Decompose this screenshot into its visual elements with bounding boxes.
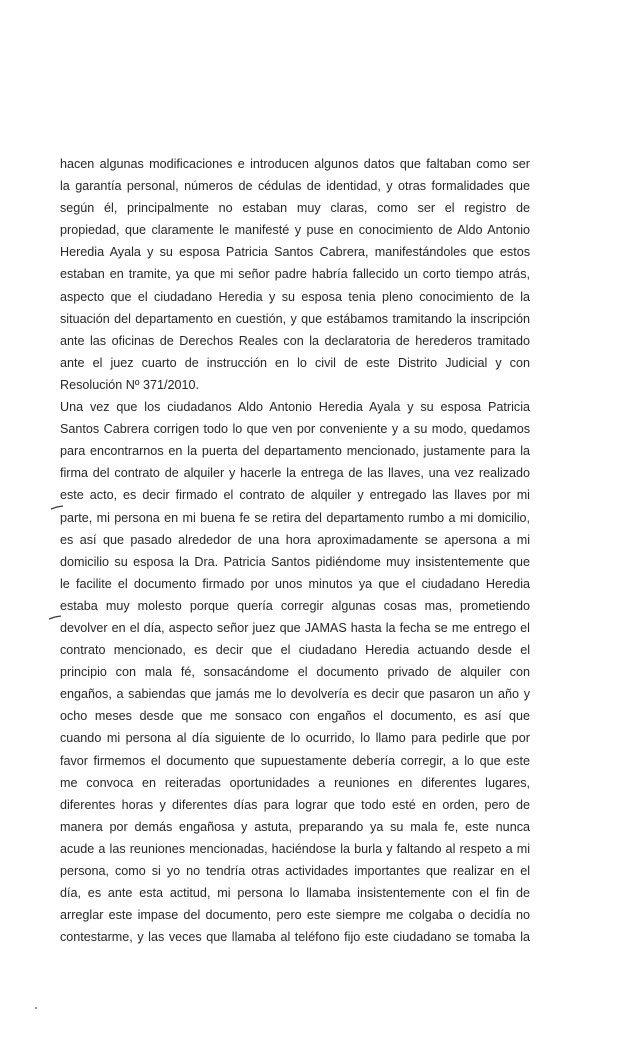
text-line: contrato mencionado, es decir que el ciudadano Heredia actuando desde el [60,643,530,658]
text-line: la garantía personal, números de cédulas de identidad, y otras formalidades que [60,179,530,194]
text-line: aspecto que el ciudadano Heredia y su esposa tenia pleno conocimiento de la [60,289,530,304]
text-line: para encontrarnos en la puerta del departamento mencionado, justamente para la [60,444,530,459]
text-line: persona, como si yo no tendría otras actividades importantes que realizar en el [60,864,530,878]
text-line: engaños, a sabiendas que jamás me lo devolvería es decir que pasaron un año y [60,687,530,702]
text-line: ocho meses desde que me sonsaco con engaños el documento, es así que [60,709,530,724]
text-line: devolver en el día, aspecto señor juez que JAMAS hasta la fecha se me entrego el [60,620,530,635]
text-line: domicilio su esposa la Dra. Patricia Santos pidiéndome muy insistentemente que [60,554,530,569]
text-line: es así que pasado alrededor de una hora aproximadamente se apersona a mi [60,532,530,547]
text-line: favor firmemos el documento que supuestamente debería corregir, a lo que este [60,753,530,768]
text-line: le facilite el documento firmado por unos minutos ya que el ciudadano Heredia [60,576,530,591]
text-line: me convoca en reiteradas oportunidades a reuniones en diferentes lugares, [60,775,530,790]
text-line: estaban en tramite, ya que mi señor padre habría fallecido un corto tiempo atrás, [60,267,530,282]
text-line: día, es ante esta actitud, mi persona lo llamaba insistentemente con el fin de [60,886,530,901]
text-line: este acto, es decir firmado el contrato de alquiler y entregado las llaves por mi [60,488,530,503]
text-line: hacen algunas modificaciones e introducen algunos datos que faltaban como ser [60,157,530,171]
text-line: cuando mi persona al día siguiente de lo ocurrido, lo llamo para pedirle que por [60,731,530,746]
text-line: firma del contrato de alquiler y hacerle la entrega de las llaves, una vez realizado [60,466,530,481]
text-line: Resolución Nº 371/2010. [60,377,200,392]
text-line: situación del departamento en cuestión, y que estábamos tramitando la inscripción [60,311,530,326]
text-line: estaba muy molesto porque quería corregir algunas cosas mas, prometiendo [60,598,530,613]
text-line: ante las oficinas de Derechos Reales con la declaratoria de herederos tramitado [60,333,530,348]
text-line: principio con mala fé, sonsacándome el documento privado de alquiler con [60,665,530,680]
text-line: propiedad, que claramente le manifesté y puse en conocimiento de Aldo Antonio [60,223,530,238]
text-line: ante el juez cuarto de instrucción en lo civil de este Distrito Judicial y con [60,355,530,370]
body-text [60,153,530,948]
text-line: Una vez que los ciudadanos Aldo Antonio Heredia Ayala y su esposa Patricia [60,400,530,415]
margin-dot [35,1007,37,1009]
text-line: acude a las reuniones mencionadas, haciéndose la burla y faltando al respeto a mi [60,841,530,856]
text-line: diferentes horas y diferentes días para lograr que todo esté en orden, pero de [60,797,530,812]
text-line: Heredia Ayala y su esposa Patricia Santos Cabrera, manifestándoles que estos [60,245,530,260]
text-line: arreglar este impase del documento, pero este siempre me colgaba o decidía no [60,908,530,923]
text-line: según él, principalmente no estaban muy claras, como ser el registro de [60,201,530,216]
text-line: parte, mi persona en mi buena fe se retira del departamento rumbo a mi domicilio, [60,510,530,525]
text-line: Santos Cabrera corrigen todo lo que ven por conveniente y a su modo, quedamos [60,422,530,437]
margin-pen-mark-icon [48,613,62,621]
text-line: manera por demás engañosa y astuta, preparando ya su mala fe, este nunca [60,819,530,834]
text-line: contestarme, y las veces que llamaba al teléfono fijo este ciudadano se tomaba la [60,930,530,945]
margin-pen-mark-icon [50,503,64,511]
